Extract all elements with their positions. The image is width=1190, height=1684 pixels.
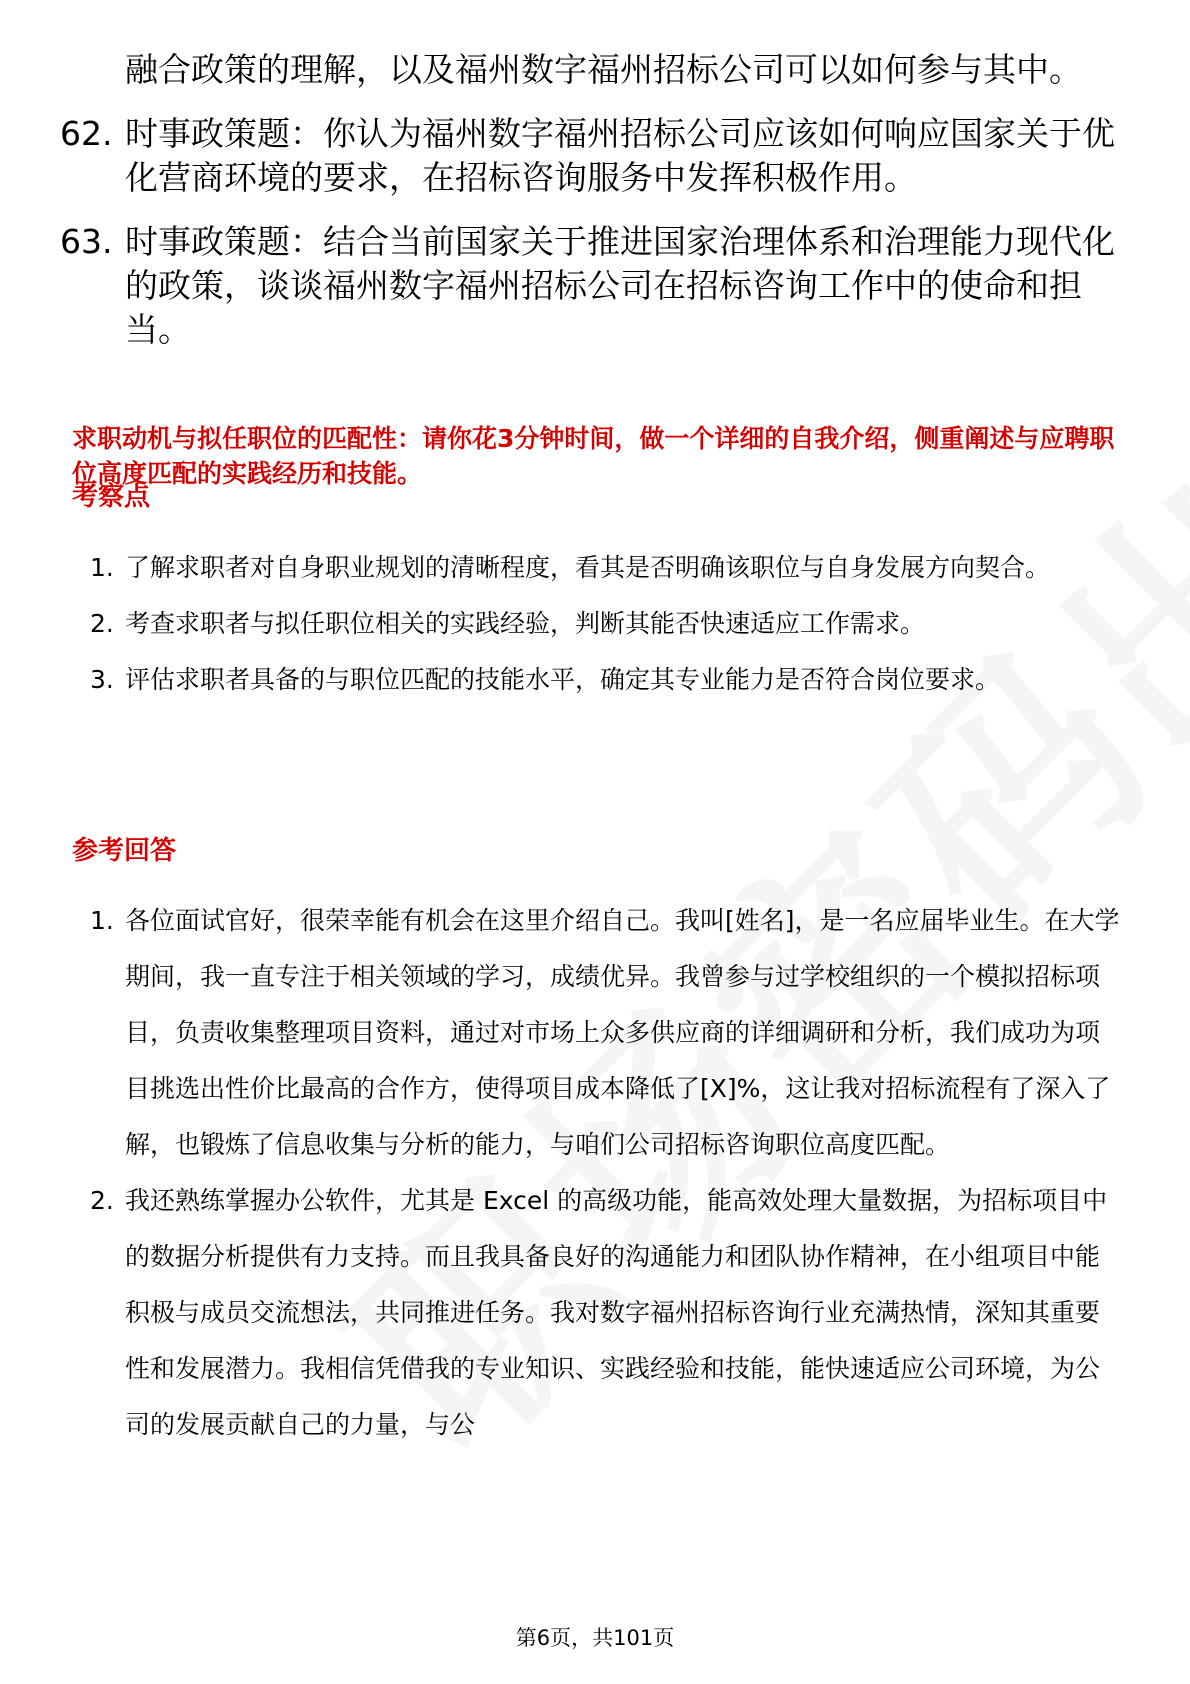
list-item-number: 3. — [90, 665, 114, 694]
reference-answer-heading: 参考回答 — [72, 836, 177, 866]
question-number: 63. — [60, 222, 113, 261]
list-item-text: 了解求职者对自身职业规划的清晰程度，看其是否明确该职位与自身发展方向契合。 — [125, 553, 1051, 582]
assessment-list — [72, 540, 1122, 708]
question-text: 时事政策题：你认为福州数字福州招标公司应该如何响应国家关于优化营商环境的要求，在招标咨询服务中发挥积极作用。 — [125, 114, 1115, 197]
list-item-text: 考查求职者与拟任职位相关的实践经验，判断其能否快速适应工作需求。 — [125, 609, 926, 638]
list-item — [72, 652, 1122, 708]
interview-question-prompt: 求职动机与拟任职位的匹配性：请你花3分钟时间，做一个详细的自我介绍，侧重阐述与应聘职位高度匹配的实践经历和技能。 — [72, 424, 1115, 488]
question-number: 62. — [60, 114, 113, 153]
question-text: 时事政策题：结合当前国家关于推进国家治理体系和治理能力现代化的政策，谈谈福州数字福州招标公司在招标咨询工作中的使命和担当。 — [125, 222, 1115, 349]
list-item — [72, 596, 1122, 652]
question-list — [60, 48, 1135, 372]
list-item-number: 1. — [90, 906, 114, 935]
list-item-number: 1. — [90, 553, 114, 582]
list-item-text: 我还熟练掌握办公软件，尤其是 Excel 的高级功能，能高效处理大量数据，为招标项目中的数据分析提供有力支持。而且我具备良好的沟通能力和团队协作精神，在小组项目中能积极与成员交流想法，共同推进任务。我对数字福州招标咨询行业充满热情，深知其重要性和发展潜力。我相信凭借我的专业知识、实践经验和技能，能快速适应公司环境，为公司的发展贡献自己的力量，与公 — [125, 1186, 1108, 1439]
list-item — [72, 540, 1122, 596]
assessment-heading: 考察点 — [72, 482, 151, 512]
page-footer: 第6页，共101页 — [515, 1626, 675, 1650]
list-item-text: 评估求职者具备的与职位匹配的技能水平，确定其专业能力是否符合岗位要求。 — [125, 665, 1001, 694]
list-item — [72, 1173, 1122, 1453]
question-continuation: 融合政策的理解，以及福州数字福州招标公司可以如何参与其中。 — [125, 50, 1082, 89]
list-item — [72, 893, 1122, 1173]
list-item-text: 各位面试官好，很荣幸能有机会在这里介绍自己。我叫[姓名]，是一名应届毕业生。在大学期间，我一直专注于相关领域的学习，成绩优异。我曾参与过学校组织的一个模拟招标项目，负责收集整理项目资料，通过对市场上众多供应商的详细调研和分析，我们成功为项目挑选出性价比最高的合作方，使得项目成本降低了[X]%，这让我对招标流程有了深入了解，也锻炼了信息收集与分析的能力，与咱们公司招标咨询职位高度匹配。 — [125, 906, 1120, 1159]
question-item — [60, 112, 1135, 200]
list-item-number: 2. — [90, 609, 114, 638]
answer-list — [72, 893, 1122, 1453]
question-item — [60, 220, 1135, 352]
list-item-number: 2. — [90, 1186, 114, 1215]
